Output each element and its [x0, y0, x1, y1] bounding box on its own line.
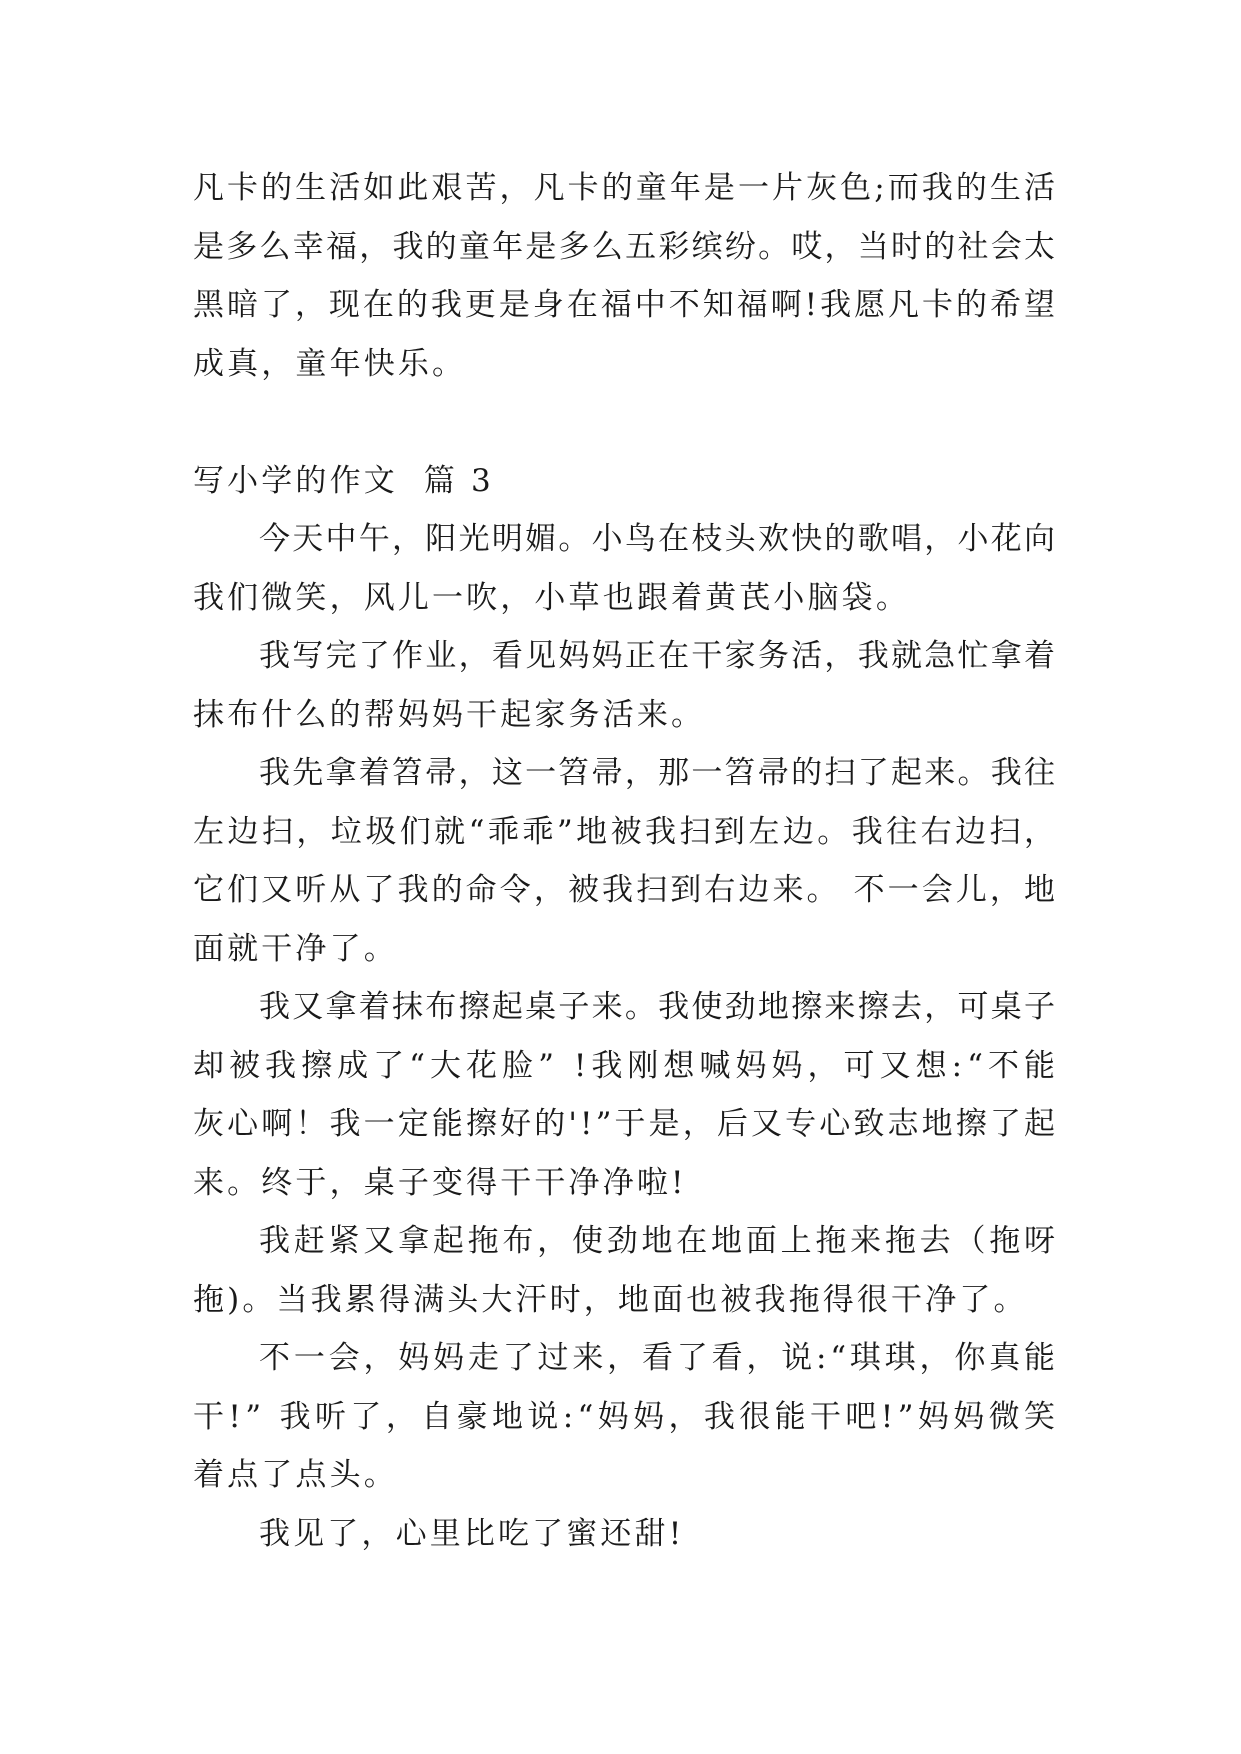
text-line: 我见了，心里比吃了蜜还甜!: [259, 1515, 685, 1552]
paragraph: [193, 744, 1059, 978]
text-line: 我们微笑，风儿一吹，小草也跟着黄芪小脑袋。: [193, 579, 910, 616]
text-line: 它们又听从了我的命令，被我扫到右边来。 不一会儿，地: [193, 872, 1059, 908]
text-line: 成真，童年快乐。: [193, 345, 467, 382]
paragraph: [193, 1329, 1060, 1505]
text-line: 今天中午，阳光明媚。小鸟在枝头欢快的歌唱，小花向: [259, 521, 1058, 557]
continued-paragraph: [193, 159, 1059, 393]
text-line: 拖)。当我累得满头大汗时，地面也被我拖得很干净了。: [193, 1281, 1028, 1318]
paragraph: [193, 1505, 1055, 1564]
text-line: 却被我擦成了“大花脸” !我刚想喊妈妈，可又想:“不能: [193, 1047, 1061, 1084]
paragraph: [193, 627, 1058, 744]
text-line: 黑暗了，现在的我更是身在福中不知福啊!我愿凡卡的希望: [193, 287, 1058, 323]
paragraph: [193, 1212, 1059, 1329]
text-line: 凡卡的生活如此艰苦，凡卡的童年是一片灰色;而我的生活: [193, 170, 1059, 206]
text-body: [193, 159, 1061, 1563]
text-line: 灰心啊！我一定能擦好的'!”于是，后又专心致志地擦了起: [193, 1106, 1059, 1142]
text-line: 我写完了作业，看见妈妈正在干家务活，我就急忙拿着: [259, 638, 1058, 674]
text-line: 我又拿着抹布擦起桌子来。我使劲地擦来擦去，可桌子: [259, 989, 1058, 1025]
paragraph: [193, 510, 1058, 627]
text-line: 着点了点头。: [193, 1457, 398, 1493]
text-line: 我赶紧又拿起拖布，使劲地在地面上拖来拖去（拖呀: [259, 1223, 1059, 1259]
blank-line: [193, 393, 1055, 452]
paragraph: [193, 978, 1061, 1212]
text-line: 干!” 我听了，自豪地说:“妈妈，我很能干吧!”妈妈微笑: [193, 1398, 1060, 1435]
text-line: 是多么幸福，我的童年是多么五彩缤纷。哎，当时的社会太: [193, 228, 1058, 265]
text-line: 来。终于，桌子变得干干净净啦!: [193, 1164, 687, 1201]
text-line: 面就干净了。: [193, 930, 398, 967]
text-line: 抹布什么的帮妈妈干起家务活来。: [193, 696, 706, 733]
essay-heading: 写小学的作文 篇 3: [193, 462, 494, 499]
text-line: 不一会，妈妈走了过来，看了看，说:“琪琪，你真能: [259, 1340, 1059, 1376]
text-line: 我先拿着笤帚，这一笤帚，那一笤帚的扫了起来。我往: [259, 755, 1058, 791]
text-line: 左边扫，垃圾们就“乖乖”地被我扫到左边。我往右边扫，: [193, 813, 1059, 850]
